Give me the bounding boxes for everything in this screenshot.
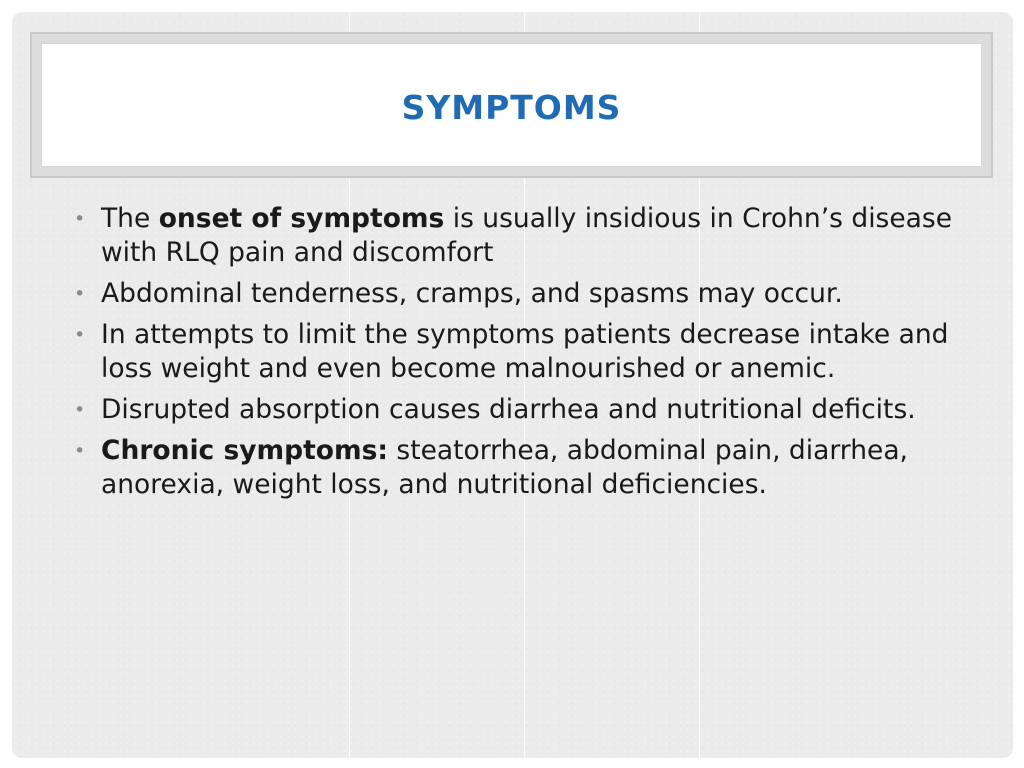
bullet-text: In attempts to limit the symptoms patients decrease intake and loss weight and even become malnourished or anemic.: [101, 319, 949, 384]
bullet-text: The: [101, 203, 159, 234]
bullet-point-icon: •: [74, 440, 86, 462]
bullet-point-icon: •: [74, 208, 86, 230]
bullet-item: [72, 393, 952, 427]
bullet-point-icon: •: [74, 283, 86, 305]
bullet-text: is usually insidious in Crohn’s disease with RLQ pain and discomfort: [101, 203, 953, 268]
slide-title: SYMPTOMS: [401, 87, 622, 127]
bullet-text: Abdominal tenderness, cramps, and spasms may occur.: [101, 278, 843, 309]
bullet-item: [72, 318, 952, 386]
title-frame: [30, 32, 993, 178]
bullet-item: [72, 202, 952, 270]
bullet-point-icon: •: [74, 324, 86, 346]
bullet-text: Disrupted absorption causes diarrhea and nutritional deficits.: [101, 394, 916, 425]
bullet-bold-text: onset of symptoms: [158, 203, 445, 234]
title-box: [41, 43, 982, 167]
bullet-list: [72, 202, 952, 509]
slide: [12, 12, 1013, 758]
bullet-text: steatorrhea, abdominal pain, diarrhea, anorexia, weight loss, and nutritional deficiencies.: [101, 435, 908, 500]
bullet-item: [72, 434, 952, 502]
bullet-point-icon: •: [74, 399, 86, 421]
bullet-bold-text: Chronic symptoms:: [101, 435, 388, 466]
bullet-item: [72, 277, 952, 311]
